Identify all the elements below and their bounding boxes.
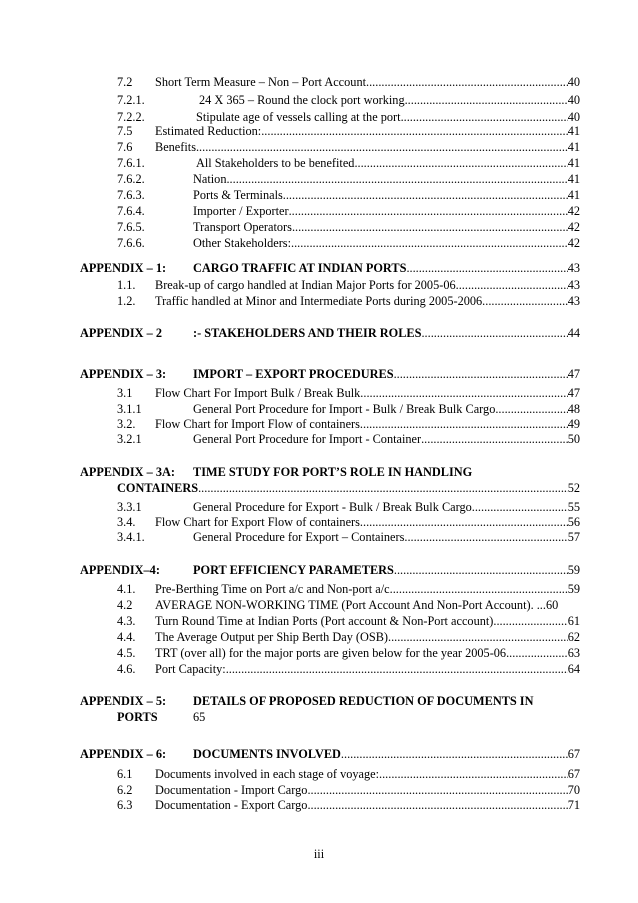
toc-entry-page: 43 [567, 294, 580, 308]
toc-entry-number: 7.6 [117, 140, 133, 154]
toc-entry-text: The Average Output per Ship Berth Day (OSB) [155, 630, 389, 644]
toc-entry-text: Flow Chart For Import Bulk / Break Bulk [155, 386, 361, 400]
leader-dots [341, 746, 568, 762]
toc-entry [0, 385, 638, 401]
appendix-title: :- STAKEHOLDERS AND THEIR ROLES [193, 326, 422, 340]
toc-entry-number: 4.5. [117, 646, 136, 660]
toc-entry-page: 42 [567, 204, 580, 218]
toc-entry-page: 67 [567, 747, 580, 761]
toc-entry-page: 64 [567, 662, 580, 676]
toc-entry-page: 50 [567, 432, 580, 446]
toc-entry-text: Flow Chart for Import Flow of containers [155, 417, 360, 431]
toc-entry [0, 766, 638, 782]
leader-dots [394, 562, 568, 578]
toc-entry-page: 57 [567, 530, 580, 544]
toc-entry-text: General Procedure for Export – Containers [193, 530, 405, 544]
appendix-title-continued: CONTAINERS [117, 481, 199, 495]
leader-dots [283, 187, 568, 203]
toc-entry-text: AVERAGE NON-WORKING TIME (Port Account And Non-Port Account). ... [155, 598, 546, 612]
toc-entry-page: 67 [567, 767, 580, 781]
leader-dots [366, 74, 568, 90]
toc-entry-number: 3.2.1 [117, 432, 142, 446]
leader-dots [196, 139, 568, 155]
appendix-label: APPENDIX–4: [80, 563, 160, 577]
toc-entry [0, 629, 638, 645]
toc-entry [0, 293, 638, 309]
toc-entry-page: 41 [567, 188, 580, 202]
toc-entry [0, 597, 638, 613]
toc-entry-text: Traffic handled at Minor and Intermediate Ports during 2005-2006 [155, 294, 483, 308]
leader-dots [307, 782, 567, 798]
toc-entry-page: 40 [567, 93, 580, 107]
leader-dots [289, 203, 568, 219]
toc-entry-page: 70 [567, 783, 580, 797]
toc-entry-number: 7.2.1. [117, 93, 145, 107]
toc-entry [0, 171, 638, 187]
toc-entry-page: 41 [567, 156, 580, 170]
toc-entry-text: Ports & Terminals [193, 188, 283, 202]
toc-entry [0, 123, 638, 139]
toc-entry-number: 3.1 [117, 386, 133, 400]
toc-entry-text: Other Stakeholders: [193, 236, 292, 250]
toc-entry [0, 74, 638, 90]
toc-entry-page: 41 [567, 124, 580, 138]
appendix-5-heading [0, 693, 638, 709]
toc-entry-page: 42 [567, 236, 580, 250]
toc-entry-text: Transport Operators [193, 220, 292, 234]
toc-entry-text: Benefits [155, 140, 196, 154]
toc-entry-number: 6.3 [117, 798, 133, 812]
leader-dots [307, 797, 567, 813]
toc-entry-text: Nation [193, 172, 227, 186]
toc-entry-number: 1.1. [117, 278, 136, 292]
toc-entry-number: 6.2 [117, 783, 133, 797]
toc-entry-page: 63 [567, 646, 580, 660]
toc-entry-number: 3.4. [117, 515, 136, 529]
leader-dots [226, 171, 567, 187]
toc-entry-page: 43 [567, 261, 580, 275]
toc-entry-number: 7.6.4. [117, 204, 145, 218]
toc-entry-text: Flow Chart for Export Flow of containers [155, 515, 360, 529]
toc-entry-page: 59 [567, 563, 580, 577]
toc-entry [0, 203, 638, 219]
toc-entry-number: 3.4.1. [117, 530, 145, 544]
leader-dots [406, 260, 567, 276]
toc-entry-number: 4.4. [117, 630, 136, 644]
toc-entry-text: All Stakeholders to be benefited [196, 156, 355, 170]
appendix-title: DOCUMENTS INVOLVED [193, 747, 341, 761]
appendix-title: IMPORT – EXPORT PROCEDURES [193, 367, 394, 381]
toc-entry-text: General Procedure for Export - Bulk / Break Bulk Cargo [193, 500, 472, 514]
toc-entry-number: 3.3.1 [117, 500, 142, 514]
toc-entry-number: 3.2. [117, 417, 136, 431]
toc-entry-page: 44 [567, 326, 580, 340]
leader-dots [456, 277, 568, 293]
toc-entry [0, 219, 638, 235]
leader-dots [421, 431, 568, 447]
toc-entry-number: 4.6. [117, 662, 136, 676]
toc-entry-page: 47 [567, 386, 580, 400]
toc-entry [0, 431, 638, 447]
toc-entry [0, 277, 638, 293]
toc-entry-number: 7.5 [117, 124, 133, 138]
toc-entry-number: 7.6.5. [117, 220, 145, 234]
leader-dots [482, 293, 568, 309]
toc-entry-number: 7.2.2. [117, 110, 145, 124]
toc-entry-number: 1.2. [117, 294, 136, 308]
toc-entry-text: General Port Procedure for Import - Bulk / Break Bulk Cargo [193, 402, 496, 416]
toc-entry [0, 797, 638, 813]
toc-entry [0, 499, 638, 515]
appendix-4-heading [0, 562, 638, 578]
toc-entry-number: 7.6.1. [117, 156, 145, 170]
leader-dots [495, 401, 567, 417]
toc-entry-page: 48 [567, 402, 580, 416]
toc-entry [0, 529, 638, 545]
toc-entry-page: 55 [567, 500, 580, 514]
toc-entry-page: 52 [567, 481, 580, 495]
leader-dots [360, 514, 568, 530]
toc-entry-text: TRT (over all) for the major ports are given below for the year 2005-06. [155, 646, 510, 660]
appendix-label: APPENDIX – 6: [80, 747, 167, 761]
toc-entry-number: 4.3. [117, 614, 136, 628]
appendix-title: DETAILS OF PROPOSED REDUCTION OF DOCUMENTS IN [193, 694, 534, 708]
leader-dots [493, 613, 567, 629]
toc-entry [0, 514, 638, 530]
toc-entry-number: 7.2 [117, 75, 133, 89]
appendix-3a-heading-line2 [0, 480, 638, 496]
toc-entry-page: 65 [193, 710, 206, 724]
toc-entry-page: 41 [567, 140, 580, 154]
toc-entry-number: 3.1.1 [117, 402, 142, 416]
toc-entry-number: 7.6.2. [117, 172, 145, 186]
toc-entry [0, 416, 638, 432]
toc-entry-text: Turn Round Time at Indian Ports (Port account & Non-Port account) [155, 614, 494, 628]
appendix-label: APPENDIX – 3A: [80, 465, 175, 479]
toc-entry [0, 187, 638, 203]
toc-entry-text: Pre-Berthing Time on Port a/c and Non-port a/c [155, 582, 390, 596]
toc-entry-page: 60 [545, 598, 559, 612]
toc-entry-text: General Port Procedure for Import - Container [193, 432, 422, 446]
appendix-title: TIME STUDY FOR PORT’S ROLE IN HANDLING [193, 465, 473, 479]
toc-entry [0, 92, 638, 108]
toc-entry-page: 43 [567, 278, 580, 292]
toc-entry-page: 61 [567, 614, 580, 628]
appendix-label: APPENDIX – 5: [80, 694, 167, 708]
toc-entry-text: 24 X 365 – Round the clock port working [199, 93, 405, 107]
toc-entry-page: 40 [567, 110, 580, 124]
toc-entry-page: 42 [567, 220, 580, 234]
toc-entry [0, 235, 638, 251]
toc-entry-page: 59 [567, 582, 580, 596]
appendix-5-heading-line2 [0, 709, 638, 725]
footer-page-number: iii [313, 847, 325, 861]
appendix-2-heading [0, 325, 638, 341]
toc-entry-text: Stipulate age of vessels calling at the port [196, 110, 401, 124]
leader-dots [360, 416, 568, 432]
toc-entry-page: 56 [567, 515, 580, 529]
toc-entry-page: 47 [567, 367, 580, 381]
appendix-6-heading [0, 746, 638, 762]
toc-entry [0, 613, 638, 629]
leader-dots [354, 155, 567, 171]
appendix-1-heading [0, 260, 638, 276]
appendix-title: CARGO TRAFFIC AT INDIAN PORTS [193, 261, 407, 275]
appendix-label: APPENDIX – 1: [80, 261, 167, 275]
toc-entry-text: Break-up of cargo handled at Indian Major Ports for 2005-06 [155, 278, 456, 292]
toc-entry-number: 7.6.6. [117, 236, 145, 250]
toc-entry [0, 782, 638, 798]
leader-dots [472, 499, 568, 515]
toc-entry-page: 71 [567, 798, 580, 812]
appendix-label: APPENDIX – 3: [80, 367, 167, 381]
leader-dots [261, 123, 567, 139]
toc-entry-text: Documentation - Export Cargo [155, 798, 308, 812]
toc-entry-page: 40 [567, 75, 580, 89]
toc-entry-text: Importer / Exporter [193, 204, 289, 218]
toc-entry [0, 645, 638, 661]
toc-entry-number: 4.2 [117, 598, 133, 612]
leader-dots [404, 529, 567, 545]
toc-entry-text: Documentation - Import Cargo [155, 783, 308, 797]
leader-dots [226, 661, 568, 677]
toc-entry [0, 155, 638, 171]
toc-entry [0, 661, 638, 677]
appendix-label: APPENDIX – 2 [80, 326, 162, 340]
leader-dots [292, 219, 568, 235]
leader-dots [291, 235, 568, 251]
leader-dots [198, 480, 568, 496]
toc-entry-text: Documents involved in each stage of voyage: [155, 767, 380, 781]
toc-entry-text: Short Term Measure – Non – Port Account [155, 75, 367, 89]
toc-entry-number: 6.1 [117, 767, 133, 781]
toc-entry [0, 401, 638, 417]
leader-dots [379, 766, 568, 782]
toc-entry-text: Port Capacity: [155, 662, 226, 676]
appendix-title: PORT EFFICIENCY PARAMETERS [193, 563, 394, 577]
leader-dots [390, 581, 568, 597]
toc-entry-number: 4.1. [117, 582, 136, 596]
appendix-label-continued: PORTS [117, 710, 158, 724]
leader-dots [509, 645, 568, 661]
appendix-3-heading [0, 366, 638, 382]
toc-entry-page: 41 [567, 172, 580, 186]
appendix-3a-heading [0, 464, 638, 480]
leader-dots [388, 629, 568, 645]
toc-entry-text: Estimated Reduction: [155, 124, 262, 138]
leader-dots [360, 385, 567, 401]
toc-entry-page: 49 [567, 417, 580, 431]
leader-dots [394, 366, 568, 382]
leader-dots [421, 325, 567, 341]
toc-entry-page: 62 [567, 630, 580, 644]
toc-entry-number: 7.6.3. [117, 188, 145, 202]
toc-entry [0, 581, 638, 597]
toc-entry [0, 139, 638, 155]
leader-dots [405, 92, 568, 108]
